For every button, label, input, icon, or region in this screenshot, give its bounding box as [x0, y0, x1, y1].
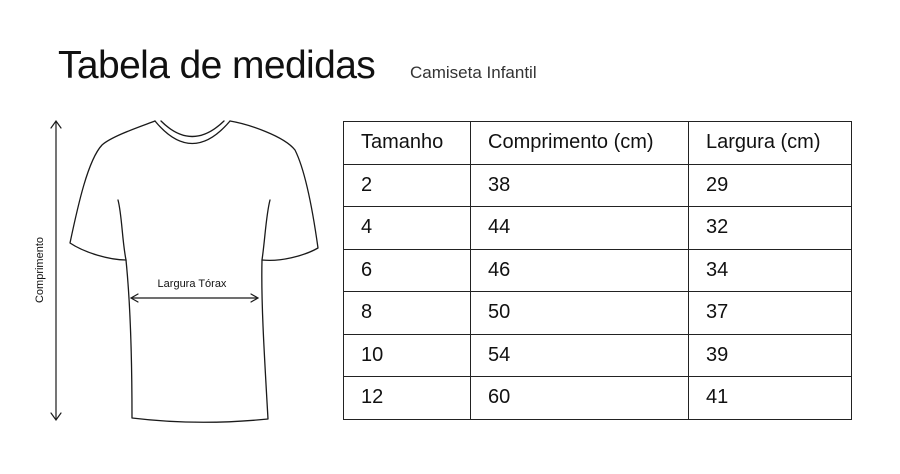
collar-inner-path	[161, 121, 224, 137]
length-cell: 54	[471, 334, 689, 377]
width-cell: 41	[689, 377, 852, 420]
width-cell: 37	[689, 292, 852, 335]
table-header-row	[344, 122, 852, 165]
width-cell: 29	[689, 164, 852, 207]
table-row	[344, 377, 852, 420]
size-cell: 4	[344, 207, 471, 250]
width-cell: 34	[689, 249, 852, 292]
collar-outer-path	[155, 121, 230, 144]
left-sleeve-seam	[118, 200, 126, 260]
size-cell: 2	[344, 164, 471, 207]
column-header-size: Tamanho	[344, 122, 471, 165]
length-cell: 60	[471, 377, 689, 420]
right-sleeve-seam	[262, 200, 270, 260]
tshirt-outline-path	[70, 121, 318, 422]
tshirt-diagram	[0, 0, 340, 474]
size-cell: 6	[344, 249, 471, 292]
length-cell: 50	[471, 292, 689, 335]
chest-width-label: Largura Tórax	[157, 278, 227, 290]
column-header-length: Comprimento (cm)	[471, 122, 689, 165]
width-cell: 39	[689, 334, 852, 377]
length-cell: 46	[471, 249, 689, 292]
page-title: Tabela de medidas	[58, 44, 376, 87]
table-row	[344, 292, 852, 335]
length-cell: 38	[471, 164, 689, 207]
page-subtitle: Camiseta Infantil	[410, 63, 537, 82]
length-cell: 44	[471, 207, 689, 250]
length-arrow	[51, 121, 61, 420]
table-row	[344, 334, 852, 377]
size-table	[343, 121, 852, 420]
table-row	[344, 249, 852, 292]
table-row	[344, 164, 852, 207]
width-cell: 32	[689, 207, 852, 250]
table-row	[344, 207, 852, 250]
size-cell: 12	[344, 377, 471, 420]
chest-width-arrow	[131, 294, 258, 302]
length-label: Comprimento	[34, 236, 46, 304]
size-cell: 10	[344, 334, 471, 377]
column-header-width: Largura (cm)	[689, 122, 852, 165]
size-cell: 8	[344, 292, 471, 335]
